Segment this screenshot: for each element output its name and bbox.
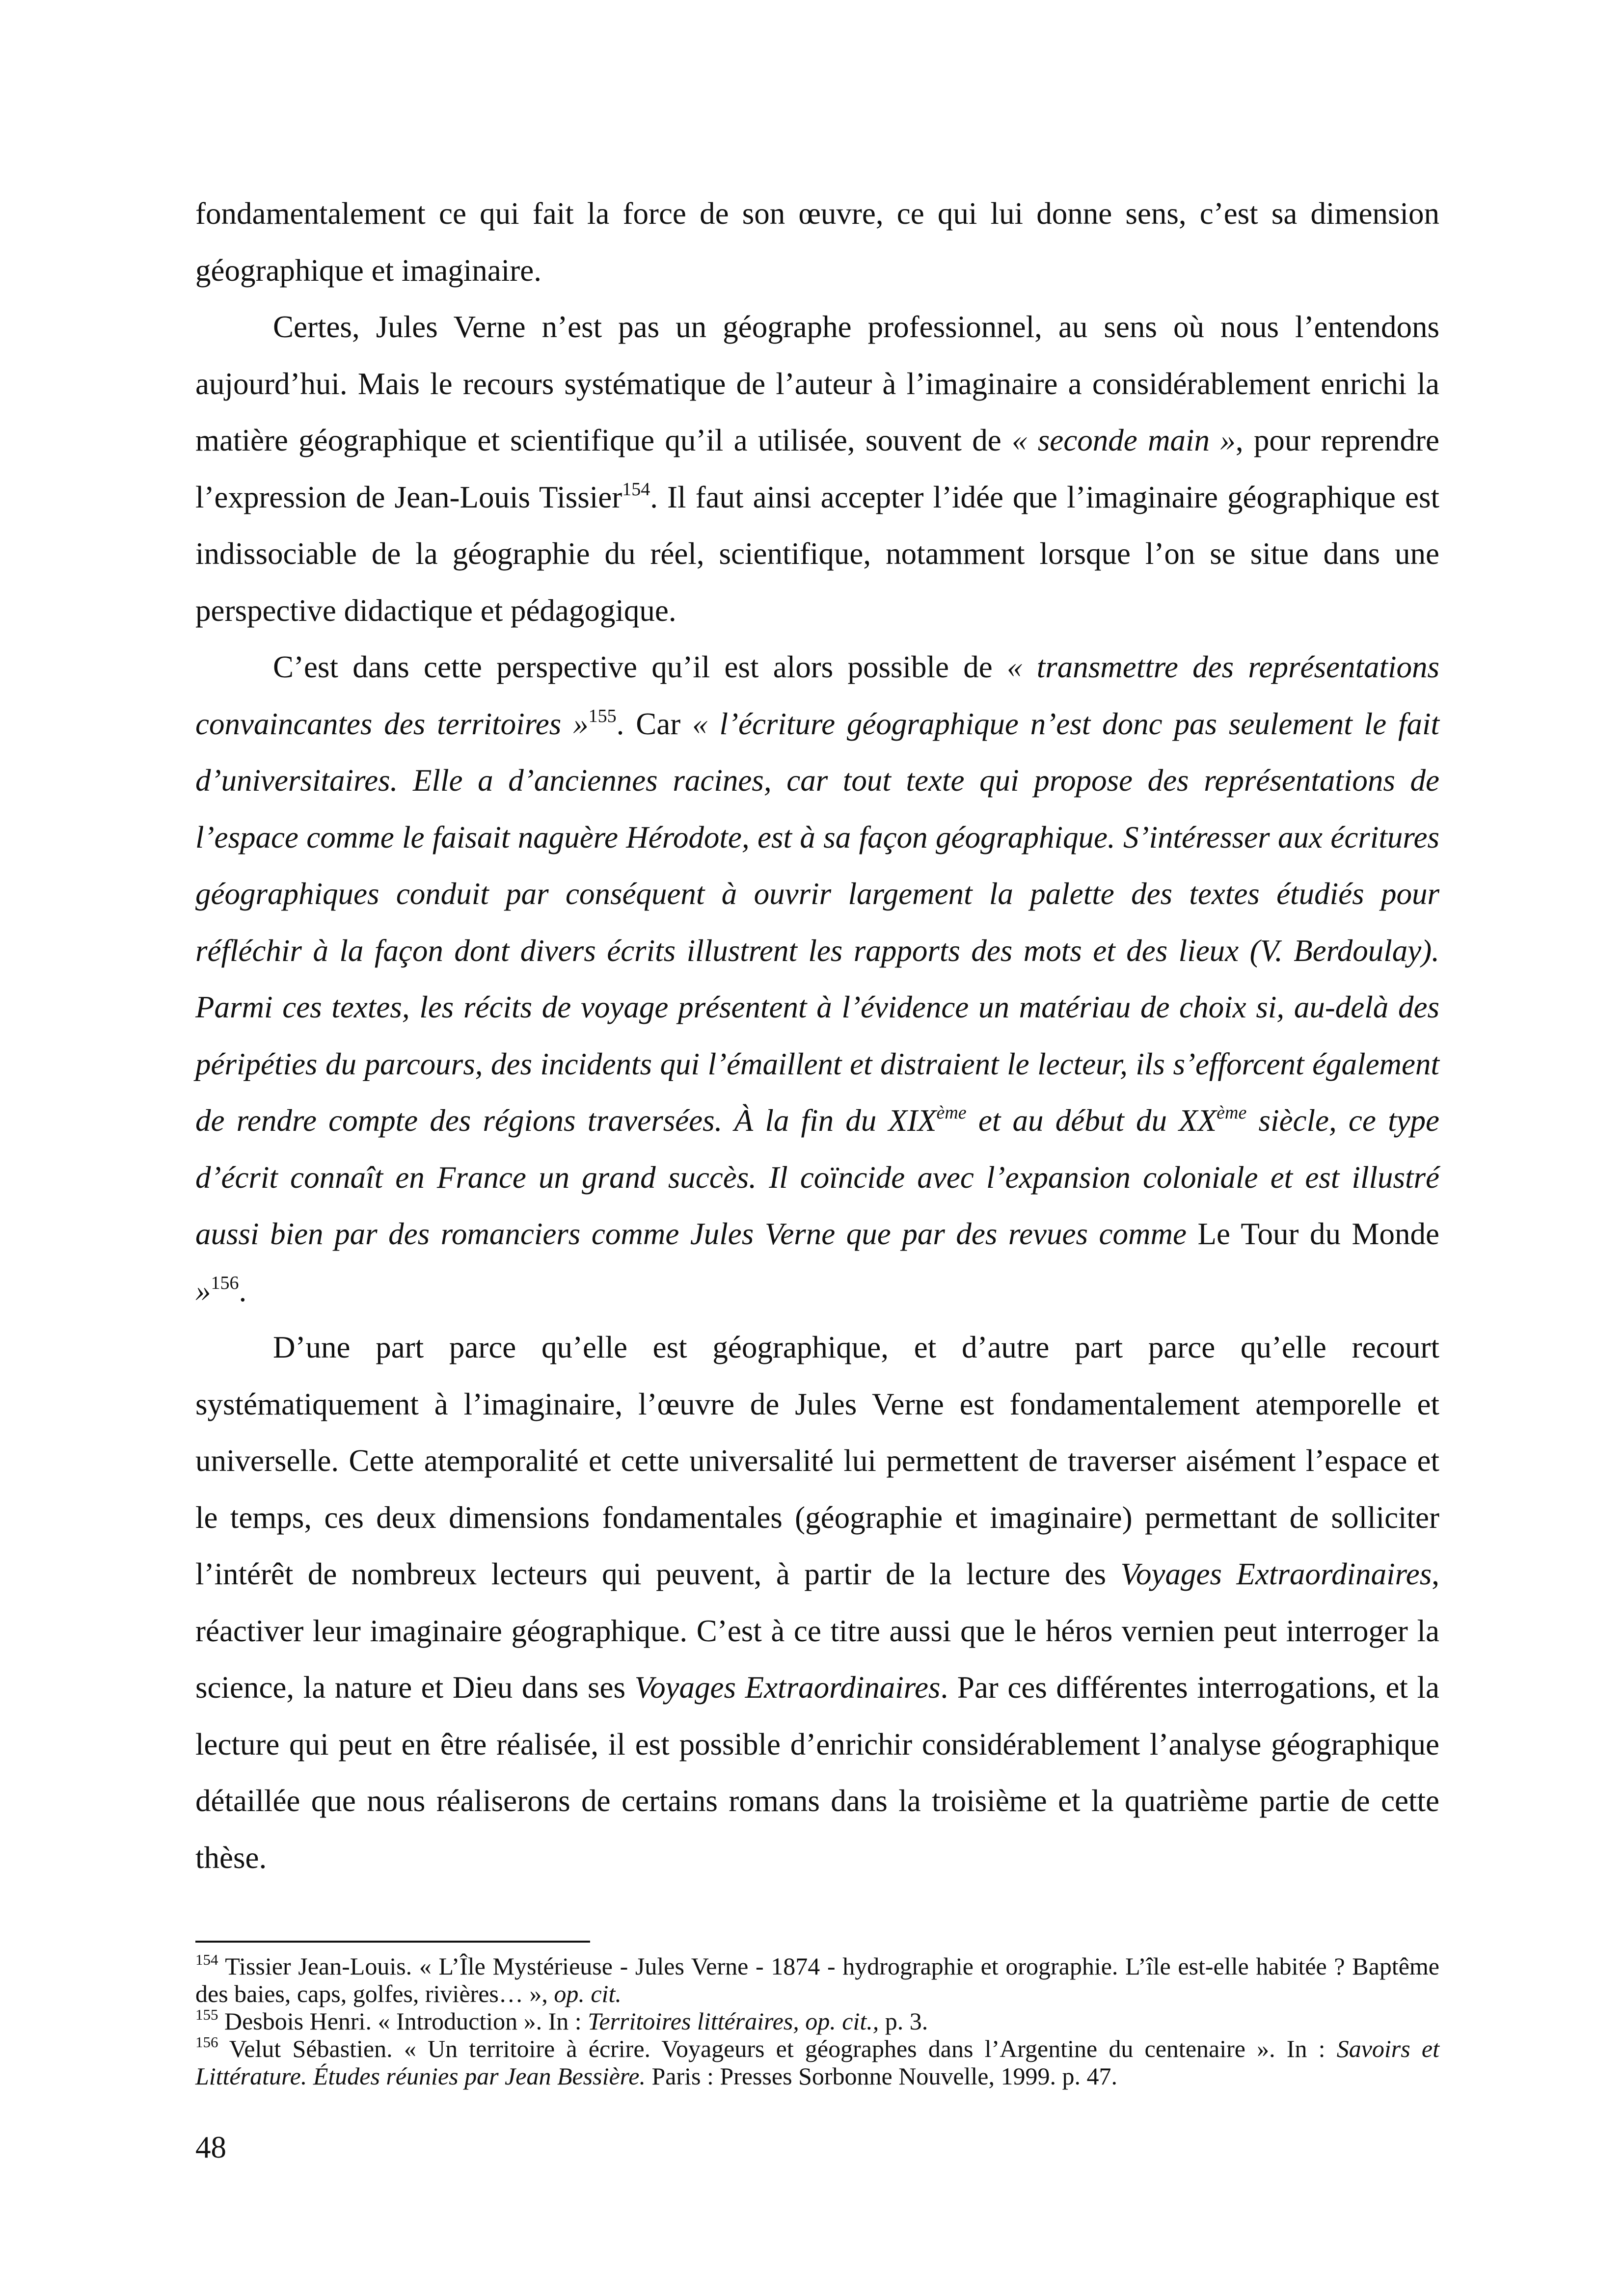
quotation-text: et au début du XX [966,1103,1217,1138]
footnotes [195,1952,1439,2090]
footnote-156 [195,2035,1439,2090]
paragraph-text: . Par ces différentes interrogations, et la lecture qui peut en être réalisée, il est possible d’enrichir considérablement l’analyse géographique détaillée que nous réaliserons de certains romans dans la troisième et la quatrième partie de cette thèse. [195,1670,1439,1875]
quotation-close: » [195,1273,211,1308]
paragraph-text: . [239,1273,247,1308]
paragraph-text: D’une part parce qu’elle est géographique, et d’autre part parce qu’elle recourt systématiquement à l’imaginaire, l’œuvre de Jules Verne est fondamentalement atemporelle et universelle. Cette atemporalité et cette universalité lui permettent de traverser aisément l’espace et le temps, ces deux dimensions fondamentales (géographie et imaginaire) permettant de solliciter l’intérêt de nombreux lecteurs qui peuvent, à partir de la lecture des [195,1330,1439,1591]
footnote-text: p. 3. [879,2007,928,2035]
paragraph-text: . Car [616,706,693,741]
footnote-number: 155 [195,2006,218,2023]
footnote-italic: op. cit. [554,1980,622,2007]
paragraph-text: Certes, Jules Verne n’est pas un géographe professionnel, au sens où nous l’entendons aujourd’hui. Mais le recours systématique de l’auteur à l’imaginaire a considérablement enrichi la matière géographique et scientifique qu’il a utilisée, souvent de [195,310,1439,457]
footnote-text: Tissier Jean-Louis. « L’Île Mystérieuse - Jules Verne - 1874 - hydrographie et orographie. L’île est-elle habitée ? Baptême des baies, caps, golfes, rivières… », [195,1952,1439,2007]
work-title: Voyages Extraordinaires [634,1670,941,1705]
footnote-ref-156[interactable]: 156 [211,1272,239,1293]
footnote-separator [195,1941,590,1943]
paragraph-text: . Il faut ainsi accepter l’idée que l’imaginaire géographique est indissociable de la géographie du réel, scientifique, notamment lorsque l’on se situe dans une perspective didactique et pédagogique. [195,480,1439,628]
paragraph-4 [195,1319,1439,1886]
work-title: Voyages Extraordinaires [1120,1557,1432,1591]
footnote-number: 156 [195,2033,218,2051]
paragraph-2 [195,299,1439,639]
footnote-text: Paris : Presses Sorbonne Nouvelle, 1999. p. 47. [645,2062,1118,2090]
page-number: 48 [195,2130,226,2164]
italic-quote: « seconde main » [1011,423,1236,457]
footnote-text: Velut Sébastien. « Un territoire à écrire. Voyageurs et géographes dans l’Argentine du centenaire ». In : [218,2035,1337,2062]
footnote-154 [195,1952,1439,2007]
paragraph-text: C’est dans cette perspective qu’il est alors possible de [273,650,1007,684]
quotation-text: « l’écriture géographique n’est donc pas seulement le fait d’universitaires. Elle a d’anciennes racines, car tout texte qui propose des représentations de l’espace comme le faisait naguère Hérodote, est à sa façon géographique. S’intéresser aux écritures géographiques conduit par conséquent à ouvrir largement la palette des textes étudiés pour réfléchir à la façon dont divers écrits illustrent les rapports des mots et des lieux (V. Berdoulay). Parmi ces textes, les récits de voyage présentent à l’évidence un matériau de choix si, au-delà des péripéties du parcours, des incidents qui l’émaillent et distraient le lecteur, ils s’efforcent également de rendre compte des régions traversées. À la fin du XIX [195,706,1439,1138]
quotation-text: siècle, ce type d’écrit connaît en France un grand succès. Il coïncide avec l’expansion coloniale et est illustré aussi bien par des romanciers comme Jules Verne que par des revues comme [195,1103,1439,1251]
footnote-155 [195,2007,1439,2035]
body-text [195,186,1439,1886]
block-quotation [195,707,1439,1252]
footnote-text: Desbois Henri. « Introduction ». In : [218,2007,588,2035]
footnote-italic: Savoirs et Littérature. Études réunies par Jean Bessière. [195,2035,1439,2090]
footnote-number: 154 [195,1951,218,1968]
paragraph-text: , réactiver leur imaginaire géographique. C’est à ce titre aussi que le héros vernien peut interroger la science, la nature et Dieu dans ses [195,1557,1439,1705]
century-superscript: ème [1217,1102,1247,1123]
footnote-italic: Territoires littéraires, op. cit., [588,2007,879,2035]
footnote-ref-155[interactable]: 155 [588,705,617,726]
paragraph-text: , pour reprendre l’expression de Jean-Louis Tissier [195,423,1439,514]
paragraph-1 [195,186,1439,299]
paragraph-text: fondamentalement ce qui fait la force de son œuvre, ce qui lui donne sens, c’est sa dimension géographique et imaginaire. [195,196,1439,288]
italic-quote: « transmettre des représentations convaincantes des territoires » [195,650,1439,741]
title-roman: Le Tour du Monde [1197,1217,1440,1251]
paragraph-3 [195,639,1439,1319]
footnote-ref-154[interactable]: 154 [622,479,650,500]
century-superscript: ème [936,1102,967,1123]
